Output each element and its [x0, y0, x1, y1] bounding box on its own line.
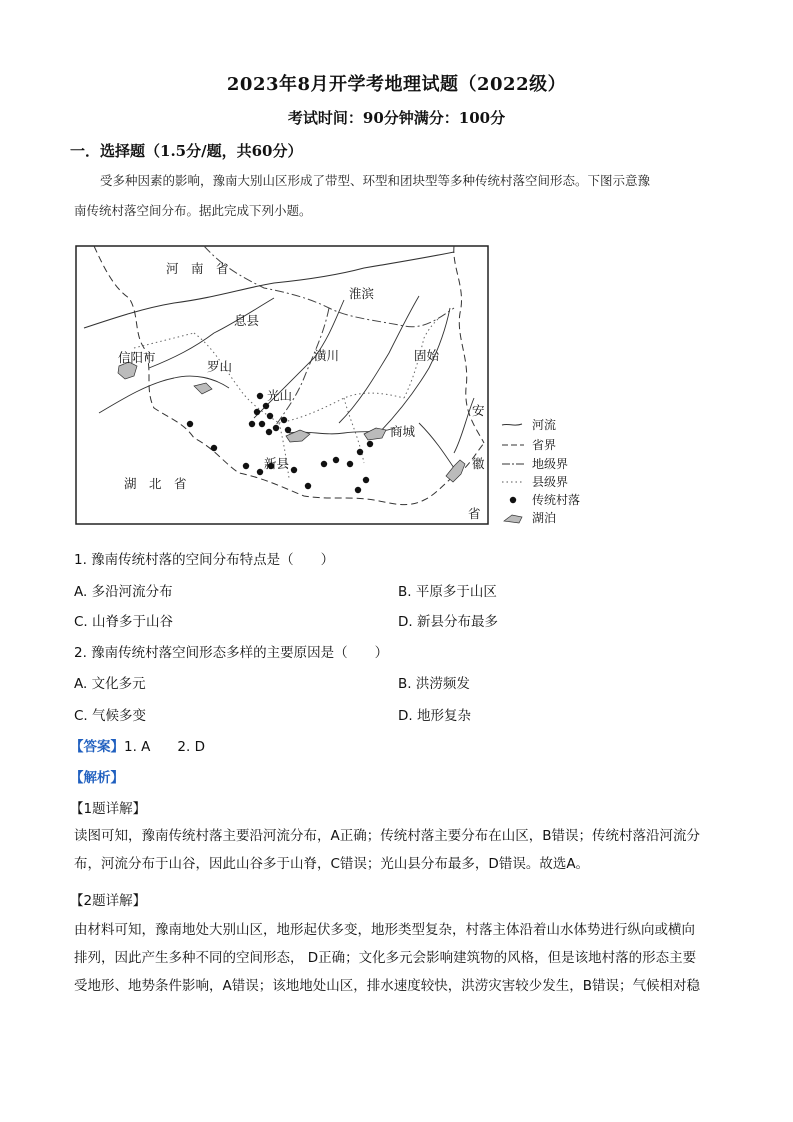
- river: [339, 296, 419, 423]
- analysis-line: [70, 766, 124, 786]
- detail-1-text: [74, 822, 724, 878]
- label-hui: 徽: [472, 456, 485, 471]
- village-point: [355, 487, 361, 493]
- question-2-option-d[interactable]: D. 地形复杂: [398, 708, 471, 724]
- label-huaibin: 淮滨: [349, 286, 375, 301]
- village-point: [321, 461, 327, 467]
- legend-river-label: 河流: [532, 418, 557, 432]
- question-2-option-b[interactable]: B. 洪涝频发: [398, 676, 470, 692]
- intro-line: 受多种因素的影响，豫南大别山区形成了带型、环型和团块型等多种传统村落空间形态。下图示意豫: [100, 173, 651, 188]
- village-point: [257, 393, 263, 399]
- village-point: [266, 429, 272, 435]
- village-point: [273, 425, 279, 431]
- village-point: [285, 427, 291, 433]
- village-point: [357, 449, 363, 455]
- answer-text: 1. A 2. D: [124, 739, 205, 755]
- legend-province-label: 省界: [532, 438, 557, 452]
- river: [374, 308, 450, 438]
- detail-2-line: 由材料可知，豫南地处大别山区，地形起伏多变，地形类型复杂，村落主体沿着山水体势进行纵向或横向: [74, 922, 695, 938]
- river-main: [84, 252, 454, 328]
- question-1-option-c[interactable]: C. 山脊多于山谷: [74, 614, 174, 630]
- village-point: [249, 421, 255, 427]
- label-gushi: 固始: [414, 348, 440, 363]
- village-point: [259, 421, 265, 427]
- map-legend: [502, 417, 580, 525]
- river: [149, 298, 274, 368]
- detail-1-line: 读图可知，豫南传统村落主要沿河流分布，A正确；传统村落主要分布在山区，B错误；传统村落沿河流分: [74, 828, 700, 844]
- village-point: [187, 421, 193, 427]
- question-1-option-d[interactable]: D. 新县分布最多: [398, 614, 498, 630]
- label-hubei-province: 湖 北 省: [124, 476, 187, 491]
- question-2-option-c[interactable]: C. 气候多变: [74, 708, 147, 724]
- label-xinxian: 新县: [264, 456, 290, 471]
- label-xinyang: 信阳市: [118, 350, 156, 365]
- label-luoshan: 罗山: [207, 359, 233, 374]
- lake-icon: [194, 383, 212, 394]
- detail-2-text: [74, 916, 724, 1000]
- city-boundary: [274, 308, 329, 428]
- village-point: [333, 457, 339, 463]
- answer-line: [70, 735, 205, 755]
- page-title: 2023年8月开学考地理试题（2022级）: [226, 74, 567, 95]
- detail-2-line: 受地形、地势条件影响，A错误；该地地处山区，排水速度较快，洪涝灾害较少发生，B错误；气候相对稳: [74, 978, 700, 994]
- answer-label: 【答案】: [70, 739, 124, 755]
- question-2-stem: 2. 豫南传统村落空间形态多样的主要原因是（ ）: [74, 645, 389, 661]
- detail-2-heading: 【2题详解】: [70, 893, 147, 909]
- legend-village-symbol: [510, 497, 516, 503]
- question-2-option-a[interactable]: A. 文化多元: [74, 676, 146, 692]
- village-point: [291, 467, 297, 473]
- village-point: [305, 483, 311, 489]
- label-sheng: 省: [468, 506, 481, 521]
- question-1-option-b[interactable]: B. 平原多于山区: [398, 584, 497, 600]
- question-1-stem: 1. 豫南传统村落的空间分布特点是（ ）: [74, 552, 335, 568]
- label-henan-province: 河 南 省: [166, 261, 229, 276]
- label-shangcheng: 商城: [390, 424, 416, 439]
- legend-county-label: 县级界: [532, 475, 569, 489]
- question-1-option-a[interactable]: A. 多沿河流分布: [74, 584, 173, 600]
- county-boundary: [279, 393, 404, 423]
- detail-1-heading: 【1题详解】: [70, 801, 147, 817]
- river: [454, 398, 474, 453]
- exam-info: 考试时间：90分钟满分：100分: [287, 109, 506, 127]
- label-huangchuan: 潢川: [314, 348, 340, 363]
- river: [99, 376, 229, 413]
- village-point: [211, 445, 217, 451]
- river: [419, 423, 454, 468]
- village-point: [267, 413, 273, 419]
- lake-icon: [364, 428, 386, 440]
- label-an: 安: [472, 403, 485, 418]
- village-point: [243, 463, 249, 469]
- legend-lake-symbol: [504, 515, 522, 523]
- village-dots: [187, 393, 373, 493]
- village-point: [263, 403, 269, 409]
- intro-line: 南传统村落空间分布。据此完成下列小题。: [74, 203, 312, 218]
- county-boundary: [134, 333, 194, 348]
- village-point: [254, 409, 260, 415]
- village-point: [363, 477, 369, 483]
- village-point: [367, 441, 373, 447]
- legend-lake-label: 湖泊: [532, 511, 557, 525]
- village-distribution-map: [74, 238, 604, 528]
- label-guangshan: 光山: [267, 388, 293, 403]
- legend-city-label: 地级界: [532, 457, 569, 471]
- label-xixian: 息县: [234, 313, 260, 328]
- analysis-label: 【解析】: [70, 770, 124, 786]
- section-heading: 一．选择题（1.5分/题，共60分）: [70, 142, 303, 160]
- lake-icon: [446, 460, 465, 482]
- village-point: [347, 461, 353, 467]
- legend-river-symbol: [502, 424, 522, 425]
- detail-2-line: 排列，因此产生多种不同的空间形态， D正确；文化多元会影响建筑物的风格，但是该地村落的形态主要: [74, 950, 697, 966]
- legend-village-label: 传统村落: [532, 493, 581, 507]
- village-point: [257, 469, 263, 475]
- detail-1-line: 布，河流分布于山谷，因此山谷多于山脊，C错误；光山县分布最多，D错误。故选A。: [74, 856, 590, 872]
- village-point: [281, 417, 287, 423]
